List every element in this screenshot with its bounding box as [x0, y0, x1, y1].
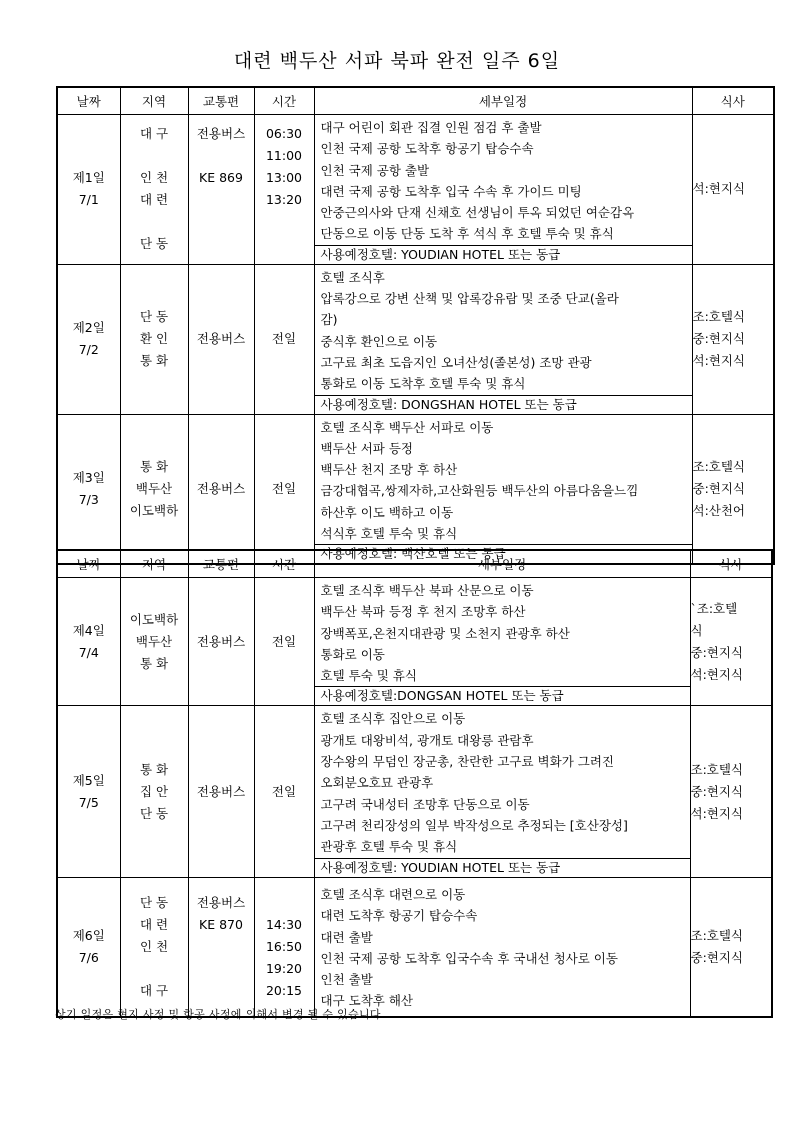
region-cell	[120, 414, 188, 564]
transport-cell	[188, 414, 254, 564]
detail-line: 백두산 천지 조망 후 하산	[320, 462, 458, 478]
region-name: 단 동	[139, 236, 169, 252]
region-name: 집 안	[139, 783, 169, 799]
day-row	[57, 578, 772, 706]
time-item-list	[255, 478, 314, 500]
itinerary-table-2	[56, 549, 773, 1018]
region-cell	[120, 578, 188, 706]
day-label: 제6일	[72, 927, 105, 943]
detail-line: 석식후 호텔 투숙 및 휴식	[320, 526, 458, 542]
transport-item: 전용버스	[196, 894, 246, 910]
day-row	[57, 414, 774, 564]
transport-item	[189, 936, 254, 958]
detail-line: 인천 국제 공항 출발	[320, 162, 430, 178]
detail-line: 백두산 북파 등정 후 천지 조망후 하산	[320, 604, 526, 620]
detail-line: 고구려 천리장성의 일부 박작성으로 추정되는 [호산장성]	[320, 817, 628, 833]
meal-item: 중:현지식	[690, 644, 744, 660]
region-name	[121, 145, 188, 167]
region-name-list	[121, 759, 188, 825]
meal-item: `조:호텔	[690, 600, 738, 616]
day-row	[57, 264, 774, 414]
detail-line: 금강대협곡,쌍제자하,고산화원등 백두산의 아름다움을느낌	[320, 483, 639, 499]
region-name: 대 구	[139, 982, 169, 998]
detail-line: 장수왕의 무덤인 장군총, 찬란한 고구료 벽화가 그려진	[320, 754, 614, 770]
day-label: 제4일	[72, 622, 105, 638]
table-header-row	[57, 87, 774, 115]
detail-line: 인천 국제 공항 도착후 입국수속 후 국내선 청사로 이동	[320, 950, 618, 966]
detail-line: 압록강으로 강변 산책 및 압록강유람 및 조중 단교(올라	[320, 291, 619, 307]
hotel-line: 사용예정호텔: YOUDIAN HOTEL 또는 동급	[315, 858, 690, 877]
region-name: 백두산	[135, 480, 173, 496]
region-cell	[120, 877, 188, 1017]
meal-item: 조:호텔식	[692, 458, 746, 474]
footnote: 상기 일정은 현지 사정 및 항공 사정에 의해서 변경 될 수 있습니다	[55, 1008, 381, 1021]
detail-line: 호텔 조식후 대련으로 이동	[320, 886, 466, 902]
hotel-line: 사용예정호텔: DONGSHAN HOTEL 또는 동급	[315, 395, 692, 414]
time-item-list	[255, 328, 314, 350]
hotel-line: 사용예정호텔:DONGSAN HOTEL 또는 동급	[315, 686, 690, 705]
detail-line: 하산후 이도 백하고 이동	[320, 504, 454, 520]
region-name-list	[121, 306, 188, 372]
meals-cell	[690, 877, 772, 1017]
detail-cell	[314, 877, 690, 1017]
meals-cell	[692, 414, 774, 564]
region-name-list	[121, 892, 188, 1002]
region-name-list	[121, 456, 188, 522]
meal-item: 중:현지식	[690, 949, 744, 965]
detail-line: 백두산 서파 등정	[320, 440, 413, 456]
time-cell	[254, 706, 314, 877]
transport-item	[189, 211, 254, 233]
transport-item	[189, 958, 254, 980]
region-name-list	[121, 609, 188, 675]
detail-line: 장백폭포,온천지대관광 및 소천지 관광후 하산	[320, 625, 570, 641]
region-name: 통 화	[139, 655, 169, 671]
header-time: 시간	[254, 87, 314, 115]
meal-item: 중:현지식	[692, 480, 746, 496]
transport-item-list	[189, 892, 254, 1002]
detail-cell	[314, 414, 692, 564]
header-detail: 세부일정	[314, 87, 692, 115]
region-name: 백두산	[135, 633, 173, 649]
region-cell	[120, 264, 188, 414]
day-label: 제3일	[72, 469, 105, 485]
day-cell	[57, 877, 120, 1017]
day-cell	[57, 578, 120, 706]
transport-item: KE 870	[199, 916, 243, 932]
meal-item: 석:현지식	[690, 666, 744, 682]
header-time: 시간	[254, 550, 314, 578]
region-name: 통 화	[139, 353, 169, 369]
time-cell	[254, 578, 314, 706]
time-item: 06:30	[265, 126, 303, 142]
meals-cell	[692, 115, 774, 265]
hotel-line: 사용예정호텔: YOUDIAN HOTEL 또는 동급	[315, 245, 692, 264]
header-transport: 교통편	[188, 87, 254, 115]
detail-line: 광개토 대왕비석, 광개토 대왕릉 관람후	[320, 732, 534, 748]
transport-item-list	[189, 123, 254, 255]
header-region: 지역	[120, 550, 188, 578]
transport-item: KE 869	[199, 170, 243, 186]
transport-item: 전용버스	[196, 331, 246, 347]
detail-line: 대련 국제 공항 도착후 입국 수속 후 가이드 미팅	[320, 183, 582, 199]
day-date: 7/2	[78, 342, 99, 358]
meal-item: 중:현지식	[692, 331, 746, 347]
detail-line: 호텔 조식후 집안으로 이동	[320, 711, 466, 727]
region-name: 이도백하	[129, 502, 179, 518]
detail-list	[315, 706, 690, 857]
time-item: 14:30	[265, 916, 303, 932]
detail-cell	[314, 578, 690, 706]
detail-line: 고구료 최초 도읍지인 오녀산성(졸본성) 조망 관광	[320, 354, 592, 370]
transport-item: 전용버스	[196, 633, 246, 649]
time-item-list	[255, 123, 314, 255]
time-cell	[254, 877, 314, 1017]
page-title: 대련 백두산 서파 북파 완전 일주 6일	[233, 50, 561, 72]
detail-list	[315, 882, 690, 1012]
meals-cell	[692, 264, 774, 414]
transport-item-list	[189, 631, 254, 653]
detail-line: 호텔 조식후	[320, 269, 385, 285]
detail-line: 대련 출발	[320, 929, 373, 945]
day-cell	[57, 115, 120, 265]
transport-item-list	[189, 478, 254, 500]
day-row	[57, 706, 772, 877]
day-cell	[57, 264, 120, 414]
time-cell	[254, 115, 314, 265]
header-meals: 식사	[690, 550, 772, 578]
region-name-list	[121, 123, 188, 255]
detail-line: 관광후 호텔 투숙 및 휴식	[320, 839, 458, 855]
region-name: 단 동	[139, 805, 169, 821]
transport-item: 전용버스	[196, 783, 246, 799]
transport-item	[189, 980, 254, 1002]
header-day: 날짜	[57, 550, 120, 578]
day-cell	[57, 706, 120, 877]
time-item: 전일	[271, 633, 297, 649]
region-cell	[120, 115, 188, 265]
meals-cell	[690, 578, 772, 706]
detail-list	[315, 115, 692, 245]
time-item: 19:20	[265, 960, 303, 976]
transport-cell	[188, 578, 254, 706]
meal-item: 조:호텔식	[692, 309, 746, 325]
detail-line: 인천 출발	[320, 972, 373, 988]
time-item-list	[255, 781, 314, 803]
time-item	[255, 233, 314, 255]
detail-list	[315, 578, 690, 686]
region-name: 환 인	[139, 331, 169, 347]
time-item: 11:00	[265, 148, 303, 164]
detail-line: 호텔 조식후 백두산 서파로 이동	[320, 419, 494, 435]
time-item-list	[255, 892, 314, 1002]
region-name: 대 련	[139, 192, 169, 208]
region-name	[121, 958, 188, 980]
header-region: 지역	[120, 87, 188, 115]
header-meals: 식사	[692, 87, 774, 115]
meal-item: 식	[690, 622, 703, 638]
region-name: 통 화	[139, 458, 169, 474]
hotel-line: 사용예정호텔: 백산호텔 또는 동급	[315, 544, 692, 563]
day-date: 7/1	[78, 192, 99, 208]
time-cell	[254, 414, 314, 564]
time-item: 13:00	[265, 170, 303, 186]
day-label: 제1일	[72, 170, 105, 186]
day-date: 7/5	[78, 794, 99, 810]
day-label: 제2일	[72, 320, 105, 336]
time-item: 13:20	[265, 192, 303, 208]
detail-cell	[314, 706, 690, 877]
day-row	[57, 877, 772, 1017]
meal-item: 석:산천어	[692, 502, 746, 518]
region-name	[121, 211, 188, 233]
transport-cell	[188, 264, 254, 414]
transport-item: 전용버스	[196, 126, 246, 142]
meal-item: 중:현지식	[690, 783, 744, 799]
detail-cell	[314, 115, 692, 265]
region-name: 단 동	[139, 894, 169, 910]
meal-item: 석:현지식	[690, 805, 744, 821]
transport-item	[189, 145, 254, 167]
transport-cell	[188, 706, 254, 877]
day-label: 제5일	[72, 772, 105, 788]
transport-item	[189, 233, 254, 255]
region-name: 단 동	[139, 309, 169, 325]
detail-line: 호텔 투숙 및 휴식	[320, 668, 417, 684]
header-detail: 세부일정	[314, 550, 690, 578]
time-item: 20:15	[265, 982, 303, 998]
time-item: 16:50	[265, 938, 303, 954]
transport-item-list	[189, 781, 254, 803]
transport-item	[189, 189, 254, 211]
meal-item: 조:호텔식	[690, 761, 744, 777]
region-name: 이도백하	[129, 611, 179, 627]
itinerary-table-1	[56, 86, 775, 565]
detail-list	[315, 415, 692, 545]
detail-line: 중식후 환인으로 이동	[320, 333, 438, 349]
day-date: 7/4	[78, 644, 99, 660]
header-day: 날짜	[57, 87, 120, 115]
detail-line: 대구 어린이 회관 집결 인원 점검 후 출발	[320, 120, 542, 135]
detail-line: 대련 도착후 항공기 탑승수속	[320, 908, 478, 924]
time-cell	[254, 264, 314, 414]
time-item	[255, 211, 314, 233]
time-item: 전일	[271, 783, 297, 799]
region-cell	[120, 706, 188, 877]
time-item-list	[255, 631, 314, 653]
day-date: 7/6	[78, 949, 99, 965]
time-item: 전일	[271, 331, 297, 347]
detail-line: 감)	[320, 312, 338, 328]
detail-list	[315, 265, 692, 395]
detail-line: 단동으로 이동 단동 도착 후 석식 후 호텔 투숙 및 휴식	[320, 226, 614, 242]
header-transport: 교통편	[188, 550, 254, 578]
region-name: 대 련	[139, 916, 169, 932]
region-name: 통 화	[139, 761, 169, 777]
detail-line: 인천 국제 공항 도착후 항공기 탑승수속	[320, 141, 534, 157]
transport-item: 전용버스	[196, 480, 246, 496]
time-item	[255, 892, 314, 914]
detail-line: 안중근의사와 단재 신채호 선생님이 투옥 되었던 여순감옥	[320, 205, 635, 221]
detail-line: 통화로 이동 도착후 호텔 투숙 및 휴식	[320, 376, 526, 392]
meal-item: 조:호텔식	[690, 927, 744, 943]
detail-line: 대구 도착후 해산	[320, 993, 413, 1009]
detail-cell	[314, 264, 692, 414]
transport-cell	[188, 877, 254, 1017]
region-name: 인 천	[139, 170, 169, 186]
meals-cell	[690, 706, 772, 877]
day-date: 7/3	[78, 491, 99, 507]
table-header-row	[57, 550, 772, 578]
detail-line: 호텔 조식후 백두산 북파 산문으로 이동	[320, 583, 534, 598]
region-name: 인 천	[139, 938, 169, 954]
day-cell	[57, 414, 120, 564]
meal-item: 석:현지식	[692, 181, 746, 197]
transport-item-list	[189, 328, 254, 350]
detail-line: 통화로 이동	[320, 646, 385, 662]
detail-line: 고구려 국내성터 조망후 단동으로 이동	[320, 796, 530, 812]
day-row	[57, 115, 774, 265]
time-item: 전일	[271, 480, 297, 496]
transport-cell	[188, 115, 254, 265]
meal-item: 석:현지식	[692, 353, 746, 369]
detail-line: 오회분오호묘 관광후	[320, 775, 434, 791]
region-name: 대 구	[139, 126, 169, 142]
